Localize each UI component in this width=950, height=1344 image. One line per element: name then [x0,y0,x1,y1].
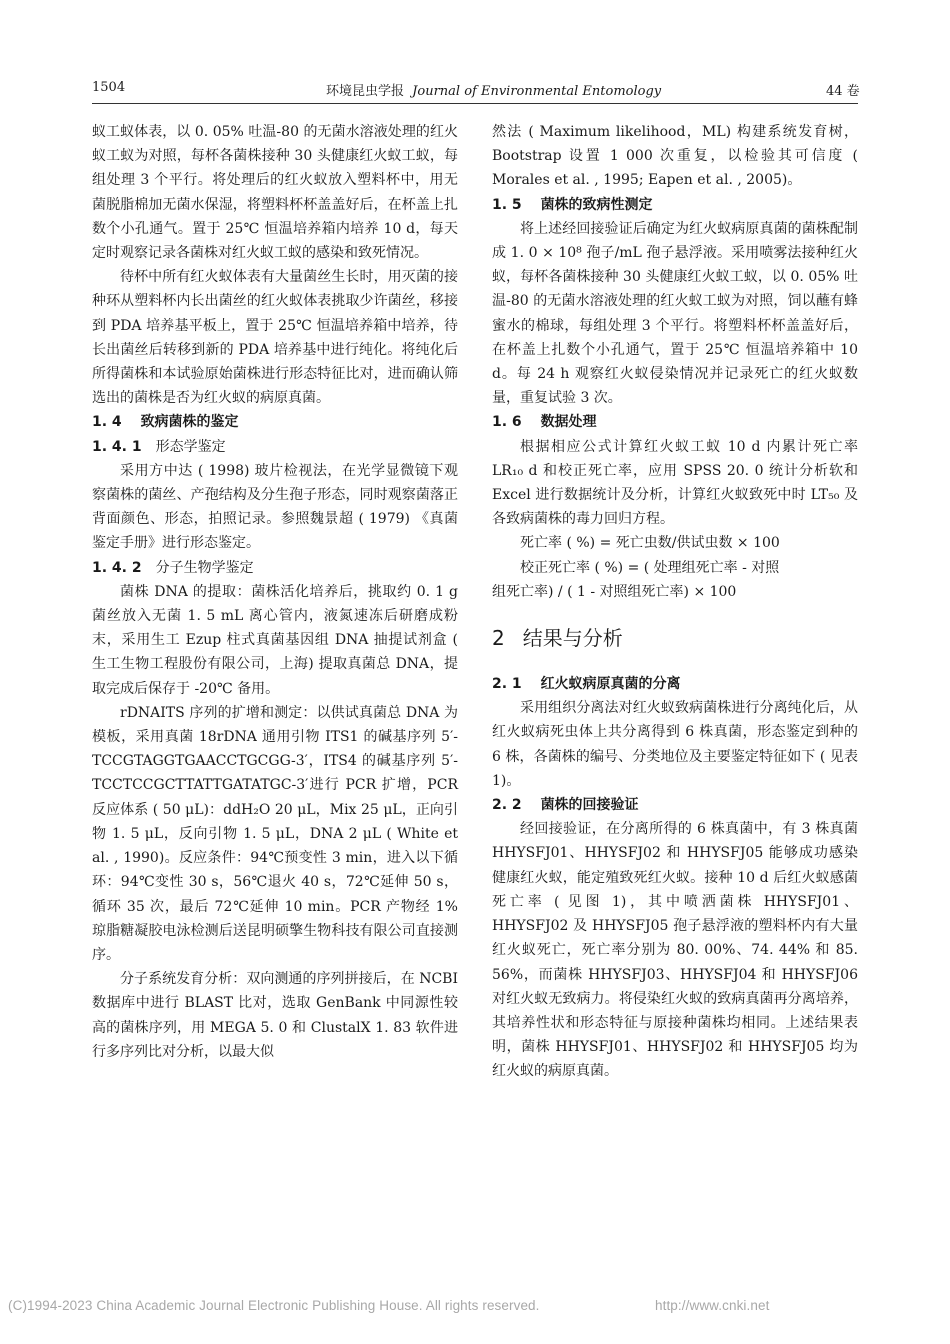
section-title: 数据处理 [540,414,597,431]
subsection-number: 1. 4. 2 [92,559,142,576]
volume-label: 44 卷 [826,84,860,99]
formula-mortality: 死亡率 ( %) = 死亡虫数/供试虫数 × 100 [520,535,780,552]
cnki-link[interactable]: http://www.cnki.net [655,1298,770,1313]
section-title: 结果与分析 [522,626,623,651]
section-heading-2 [492,624,858,652]
section-title: 致病菌株的鉴定 [140,414,239,431]
copyright-text: (C)1994-2023 China Academic Journal Electronic Publishing House. All rights reserved. [8,1298,540,1313]
right-column [492,120,858,1084]
section-title: 红火蚁病原真菌的分离 [540,676,681,693]
paragraph: 待杯中所有红火蚁体表有大量菌丝生长时，用灭菌的接种环从塑料杯内长出菌丝的红火蚁体表挑取少许菌丝，移接到 PDA 培养基平板上，置于 25℃ 恒温培养箱中培养，待长出菌丝后转移到新的 PDA 培养基中进行纯化。将纯化后所得菌株和本试验原始菌株进行形态特征比对，进而确认筛选出的菌株是否为红火蚁的病原真菌。 [92,269,458,407]
section-number: 1. 5 [492,196,522,213]
paragraph: 根据相应公式计算红火蚁工蚁 10 d 内累计死亡率 LR₁₀ d 和校正死亡率，应用 SPSS 20. 0 统计分析软和 Excel 进行数据统计及分析，计算红火蚁致死中时 LT₅₀ 及各致病菌株的毒力回归方程。 [492,438,858,528]
paragraph: 采用组织分离法对红火蚁致病菌株进行分离纯化后，从红火蚁病死虫体上共分离得到 6 株真菌，形态鉴定到种的 6 株，各菌株的编号、分类地位及主要鉴定特征如下 ( 见表 1)。 [492,700,858,789]
section-number: 1. 4 [92,414,122,431]
left-column [92,120,458,1064]
paragraph: 菌株 DNA 的提取：菌株活化培养后，挑取约 0. 1 g 菌丝放入无菌 1. 5 mL 离心管内，液氮速冻后研磨成粉末，采用生工 Ezup 柱式真菌基因组 DNA 抽提试剂盒 ( 生工生物工程股份有限公司，上海) 提取真菌总 DNA，提取完成后保存于 -20℃ 备用。 [92,583,458,697]
section-heading-1-6 [492,410,858,434]
section-heading-2-2 [492,793,858,817]
journal-title-cn: 环境昆虫学报 [326,84,405,99]
formula-corrected-mortality-line1: 校正死亡率 ( %) = ( 处理组死亡率 - 对照 [520,559,780,576]
paragraph: 采用方中达 ( 1998) 玻片检视法，在光学显微镜下观察菌株的菌丝、产孢结构及分生孢子形态，同时观察菌落正背面颜色、形态，拍照记录。参照魏景超 ( 1979) 《真菌鉴定手册》进行形态鉴定。 [92,462,458,552]
section-heading-2-1 [492,672,858,696]
header-rule [92,103,858,104]
paragraph: 分子系统发育分析：双向测通的序列拼接后，在 NCBI 数据库中进行 BLAST 比对，选取 GenBank 中同源性较高的菌株序列，用 MEGA 5. 0 和 ClustalX 1. 83 软件进行多序列比对分析，以最大似 [92,971,458,1060]
section-number: 1. 6 [492,414,522,431]
journal-title-en: Journal of Environmental Entomology [412,84,662,99]
section-title: 菌株的致病性测定 [540,196,653,213]
journal-title [326,80,661,99]
section-heading-1-5 [492,193,858,217]
subsection-heading-1-4-1 [92,435,458,459]
subsection-title: 形态学鉴定 [155,438,226,455]
page-number: 1504 [92,80,126,95]
paragraph: 然法 ( Maximum likelihood，ML) 构建系统发育树，Bootstrap 设置 1 000 次重复，以检验其可信度 ( Morales et al. , 1995; Eapen et al. , 2005)。 [492,124,858,189]
section-number: 2. 2 [492,797,522,814]
section-title: 菌株的回接验证 [540,797,639,814]
paragraph: 经回接验证，在分离所得的 6 株真菌中，有 3 株真菌 HHYSFJ01、HHYSFJ02 和 HHYSFJ05 能够成功感染健康红火蚁，能定殖致死红火蚁。接种 10 d 后红火蚁感菌死亡率 ( 见图 1)，其中喷洒菌株 HHYSFJ01、HHYSFJ02 及 HHYSFJ05 孢子悬浮液的塑料杯内有大量红火蚁死亡，死亡率分别为 80. 00%、74. 44% 和 85. 56%，而菌株 HHYSFJ03、HHYSFJ04 和 HHYSFJ06 对红火蚁无致病力。将侵染红火蚁的致病真菌再分离培养，其培养性状和形态特征与原接种菌株均相同。上述结果表明，菌株 HHYSFJ01、HHYSFJ02 和 HHYSFJ05 均为红火蚁的病原真菌。 [492,821,858,1080]
section-number: 2. 1 [492,676,522,693]
copyright-footer [8,1298,942,1313]
subsection-heading-1-4-2 [92,556,458,580]
section-number: 2 [492,626,505,651]
subsection-number: 1. 4. 1 [92,438,142,455]
paragraph: rDNAITS 序列的扩增和测定：以供试真菌总 DNA 为模板，采用真菌 18rDNA 通用引物 ITS1 的碱基序列 5′-TCCGTAGGTGAACCTGCGG-3′，ITS4 的碱基序列 5′-TCCTCCGCTTATTGATATGC-3′进行 PCR 扩增，PCR 反应体系 ( 50 μL)：ddH₂O 20 μL，Mix 25 μL，正向引物 1. 5 μL，反向引物 1. 5 μL，DNA 2 μL ( White et al. , 1990)。反应条件：94℃预变性 3 min，进入以下循环：94℃变性 30 s，56℃退火 40 s，72℃延伸 50 s，循环 35 次，最后 72℃延伸 10 min。PCR 产物经 1% 琼脂糖凝胶电泳检测后送昆明硕擎生物科技有限公司直接测序。 [92,704,458,963]
section-heading-1-4 [92,410,458,434]
paragraph: 将上述经回接验证后确定为红火蚁病原真菌的菌株配制成 1. 0 × 10⁸ 孢子/mL 孢子悬浮液。采用喷雾法接种红火蚁，每杯各菌株接种 30 头健康红火蚁工蚁，以 0. 05% 吐温-80 的无菌水溶液处理的红火蚁工蚁为对照，饲以蘸有蜂蜜水的棉球，每组处理 3 个平行。将塑料杯杯盖盖好后，在杯盖上扎数个小孔通气，置于 25℃ 恒温培养箱中 10 d。每 24 h 观察红火蚁侵染情况并记录死亡的红火蚁数量，重复试验 3 次。 [492,220,858,407]
paragraph: 蚁工蚁体表，以 0. 05% 吐温-80 的无菌水溶液处理的红火蚁工蚁为对照，每杯各菌株接种 30 头健康红火蚁工蚁，每组处理 3 个平行。将处理后的红火蚁放入塑料杯中，用无菌脱脂棉加无菌水保湿，将塑料杯杯盖盖好后，在杯盖上扎数个小孔通气。置于 25℃ 恒温培养箱内培养 10 d，每天定时观察记录各菌株对红火蚁工蚁的感染和致死情况。 [92,124,458,262]
formula-corrected-mortality-line2: 组死亡率) / ( 1 - 对照组死亡率) × 100 [492,583,737,600]
subsection-title: 分子生物学鉴定 [155,559,254,576]
